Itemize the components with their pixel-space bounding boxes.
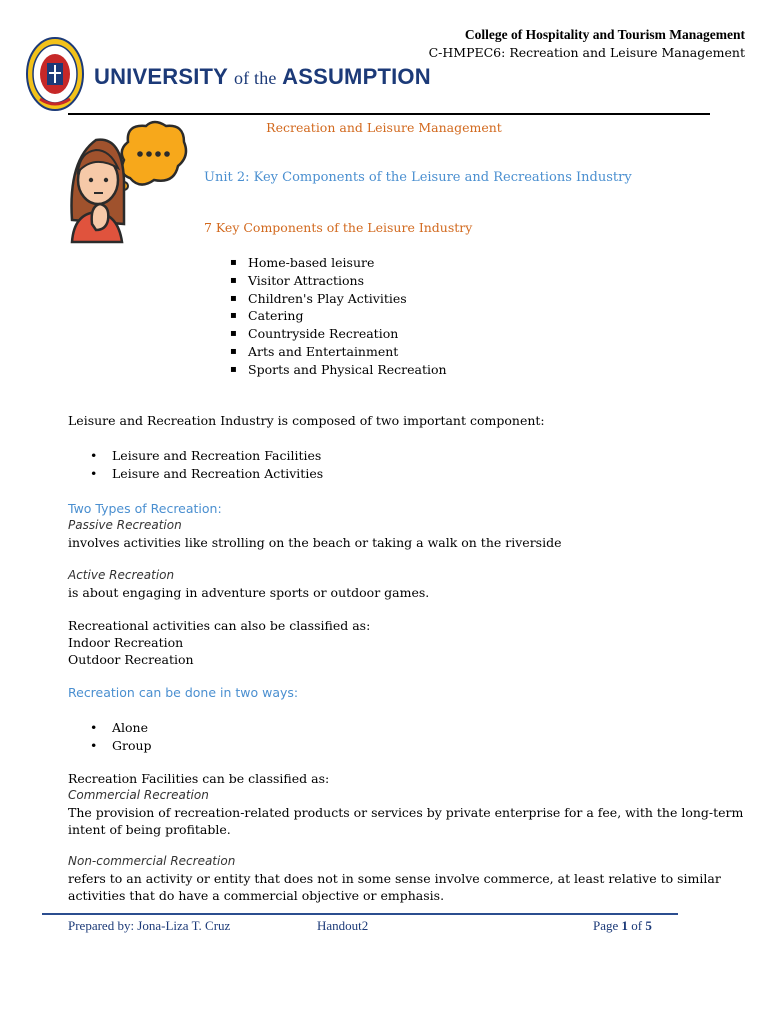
list-item: ▪ Arts and Entertainment [230, 343, 447, 361]
list-item: • Alone [90, 719, 152, 737]
list-item: • Group [90, 737, 152, 755]
facilities-text: Recreation Facilities can be classified as: [68, 771, 330, 786]
college-name: College of Hospitality and Tourism Management [464, 27, 745, 42]
active-text: is about engaging in adventure sports or outdoor games. [68, 585, 430, 600]
thinking-girl-icon [66, 120, 188, 244]
footer-page-number: Page 1 of 5 [593, 918, 652, 933]
university-name: UNIVERSITY of the ASSUMPTION [94, 64, 431, 89]
passive-text: involves activities like strolling on the beach or taking a walk on the riverside [68, 535, 562, 550]
components-list [230, 254, 447, 379]
list-item: ▪ Visitor Attractions [230, 272, 447, 290]
unit-heading: Unit 2: Key Components of the Leisure and Recreations Industry [204, 170, 632, 185]
composed-paragraph: Leisure and Recreation Industry is composed of two important component: [68, 413, 545, 428]
outdoor-text: Outdoor Recreation [68, 652, 194, 667]
indoor-text: Indoor Recreation [68, 635, 184, 650]
list-item: • Leisure and Recreation Facilities [90, 447, 323, 465]
footer-prepared: Prepared by: Jona-Liza T. Cruz [68, 918, 231, 933]
footer-handout: Handout2 [317, 918, 369, 933]
ways-list [90, 719, 152, 755]
course-code: C-HMPEC6: Recreation and Leisure Management [428, 45, 745, 60]
list-item: ▪ Countryside Recreation [230, 325, 447, 343]
components-heading: 7 Key Components of the Leisure Industry [204, 220, 473, 235]
passive-label: Passive Recreation [68, 518, 182, 532]
noncommercial-label: Non-commercial Recreation [68, 854, 236, 868]
university-seal-icon [26, 37, 84, 111]
list-item: ▪ Sports and Physical Recreation [230, 361, 447, 379]
header-divider [68, 113, 710, 115]
commercial-text-2: intent of being profitable. [68, 822, 231, 837]
commercial-label: Commercial Recreation [68, 788, 209, 802]
noncommercial-text-1: refers to an activity or entity that does not in some sense involve commerce, at least relative to similar [68, 871, 721, 886]
active-label: Active Recreation [68, 568, 175, 582]
list-item: • Leisure and Recreation Activities [90, 465, 323, 483]
footer-divider [42, 913, 678, 915]
commercial-text-1: The provision of recreation-related products or services by private enterprise for a fee, with the long-term [68, 805, 744, 820]
composed-list [90, 447, 323, 483]
page-title: Recreation and Leisure Management [266, 120, 502, 135]
ways-heading: Recreation can be done in two ways: [68, 685, 299, 700]
classified-text: Recreational activities can also be classified as: [68, 618, 371, 633]
types-heading: Two Types of Recreation: [68, 501, 222, 516]
noncommercial-text-2: activities that do have a commercial objective or emphasis. [68, 888, 445, 903]
list-item: ▪ Children's Play Activities [230, 290, 447, 308]
list-item: ▪ Home-based leisure [230, 254, 447, 272]
list-item: ▪ Catering [230, 307, 447, 325]
